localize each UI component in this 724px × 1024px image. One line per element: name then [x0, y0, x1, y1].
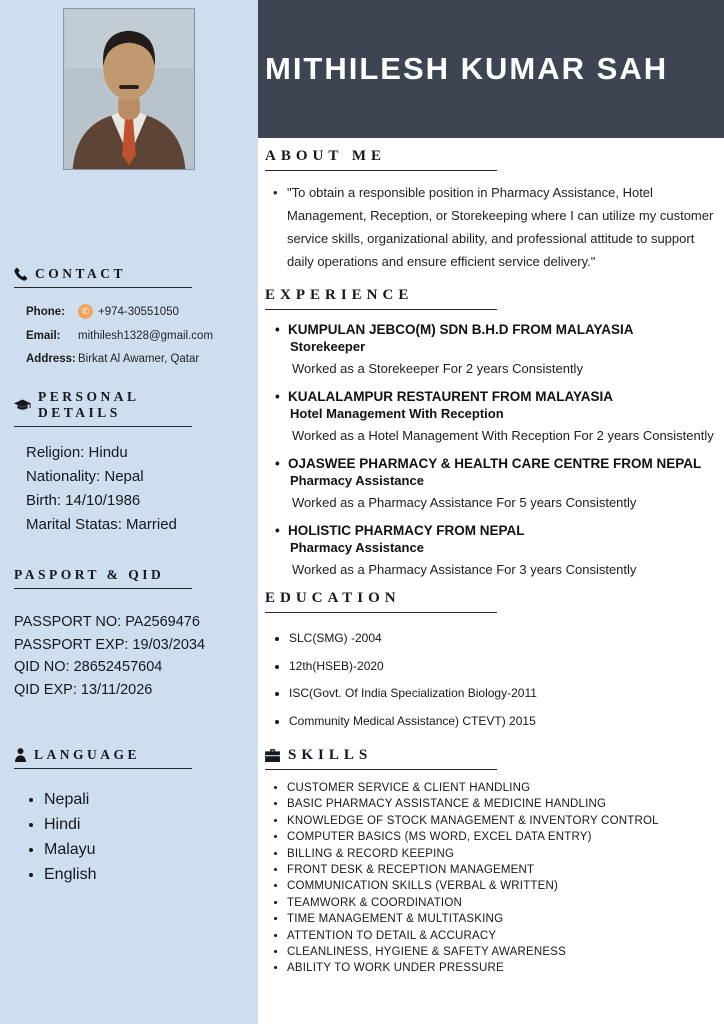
candidate-name: MITHILESH KUMAR SAH: [265, 51, 669, 86]
about-heading-label: ABOUT ME: [265, 148, 386, 164]
skill-item: • FRONT DESK & RECEPTION MANAGEMENT: [287, 862, 714, 878]
personal-details-heading-label: PERSONAL DETAILS: [38, 389, 139, 420]
skill-item: • ABILITY TO WORK UNDER PRESSURE: [287, 960, 714, 976]
language-heading-label: LANGUAGE: [34, 747, 141, 762]
experience-role: Storekeeper: [290, 339, 366, 354]
address-value: Birkat Al Awamer, Qatar: [78, 353, 200, 365]
graduation-cap-icon: [14, 399, 31, 412]
skill-item: • COMMUNICATION SKILLS (VERBAL & WRITTEN): [287, 878, 714, 894]
personal-details-list: [14, 441, 244, 537]
language-list: [14, 787, 244, 887]
contact-email-row: [26, 330, 244, 342]
experience-heading-label: EXPERIENCE: [265, 287, 414, 303]
experience-detail: Worked as a Pharmacy Assistance For 5 years Consistently: [292, 495, 637, 510]
contact-section: [14, 266, 244, 365]
profile-photo: [63, 8, 195, 170]
phone-value: +974-30551050: [98, 305, 179, 318]
email-value: mithilesh1328@gmail.com: [78, 330, 214, 342]
skill-item: • KNOWLEDGE OF STOCK MANAGEMENT & INVENTORY CONTROL: [287, 813, 714, 829]
language-section: [14, 747, 244, 887]
skills-list: [287, 780, 714, 977]
address-label: Address:: [26, 353, 76, 365]
education-item: • Community Medical Assistance) CTEVT) 2015: [289, 708, 714, 736]
personal-details-heading: [14, 389, 192, 427]
language-item: • English: [44, 862, 244, 887]
briefcase-icon: [265, 749, 280, 762]
personal-detail-item: Marital Statas: Married: [26, 516, 177, 533]
contact-phone-row: [26, 304, 244, 319]
personal-detail-item: Nationality: Nepal: [26, 468, 144, 485]
person-icon: [14, 748, 27, 762]
experience-entry: [273, 389, 714, 443]
phone-label: Phone:: [26, 305, 65, 318]
skill-item: • CLEANLINESS, HYGIENE & SAFETY AWARENESS: [287, 944, 714, 960]
education-heading-label: EDUCATION: [265, 590, 401, 606]
skill-item: • TIME MANAGEMENT & MULTITASKING: [287, 911, 714, 927]
experience-detail: Worked as a Storekeeper For 2 years Consistently: [292, 361, 583, 376]
skill-item: • BILLING & RECORD KEEPING: [287, 846, 714, 862]
experience-section: [265, 287, 714, 577]
experience-company: • OJASWEE PHARMACY & HEALTH CARE CENTRE FROM NEPAL: [273, 456, 714, 471]
skill-item: • COMPUTER BASICS (MS WORD, EXCEL DATA ENTRY): [287, 829, 714, 845]
passport-heading-label: PASPORT & QID: [14, 567, 165, 582]
passport-list: [14, 611, 244, 701]
passport-section: [14, 567, 244, 701]
education-item: • ISC(Govt. Of India Specialization Biology-2011: [289, 680, 714, 708]
experience-role: Pharmacy Assistance: [290, 473, 424, 488]
contact-address-row: [26, 353, 244, 365]
contact-heading: [14, 266, 192, 288]
language-item: • Hindi: [44, 812, 244, 837]
phone-icon: [14, 267, 28, 281]
experience-detail: Worked as a Pharmacy Assistance For 3 years Consistently: [292, 562, 637, 577]
experience-list: [273, 322, 714, 577]
main-content: [258, 138, 724, 977]
skills-heading: [265, 747, 497, 770]
name-header: [258, 0, 724, 138]
main-column: [258, 0, 724, 1024]
portrait-placeholder: [64, 9, 194, 169]
skill-item: • TEAMWORK & COORDINATION: [287, 895, 714, 911]
education-heading: [265, 590, 497, 613]
personal-details-section: [14, 389, 244, 537]
experience-entry: [273, 322, 714, 376]
experience-company: • HOLISTIC PHARMACY FROM NEPAL: [273, 523, 714, 538]
experience-role: Hotel Management With Reception: [290, 406, 504, 421]
experience-company: • KUALALAMPUR RESTAURENT FROM MALAYASIA: [273, 389, 714, 404]
education-item: • SLC(SMG) -2004: [289, 625, 714, 653]
language-item: • Nepali: [44, 787, 244, 812]
passport-item: PASSPORT NO: PA2569476: [14, 614, 200, 630]
about-section: [265, 148, 714, 273]
personal-detail-item: Religion: Hindu: [26, 444, 128, 461]
skill-item: • CUSTOMER SERVICE & CLIENT HANDLING: [287, 780, 714, 796]
passport-item: QID NO: 28652457604: [14, 659, 163, 675]
passport-item: PASSPORT EXP: 19/03/2034: [14, 636, 206, 653]
experience-company: • KUMPULAN JEBCO(M) SDN B.H.D FROM MALAYASIA: [273, 322, 714, 337]
education-list: [289, 625, 714, 735]
about-heading: [265, 148, 497, 171]
experience-detail: Worked as a Hotel Management With Reception For 2 years Consistently: [292, 428, 714, 443]
contact-heading-label: CONTACT: [35, 266, 127, 281]
email-label: Email:: [26, 330, 61, 342]
personal-detail-item: Birth: 14/10/1986: [26, 492, 141, 509]
experience-role: Pharmacy Assistance: [290, 540, 424, 555]
experience-entry: [273, 456, 714, 510]
experience-entry: [273, 523, 714, 577]
passport-heading: [14, 567, 192, 589]
contact-rows: [14, 304, 244, 365]
sidebar: [0, 0, 258, 1024]
passport-item: QID EXP: 13/11/2026: [14, 681, 153, 698]
language-item: • Malayu: [44, 837, 244, 862]
education-section: [265, 590, 714, 735]
skills-heading-label: SKILLS: [288, 747, 373, 763]
skill-item: • BASIC PHARMACY ASSISTANCE & MEDICINE HANDLING: [287, 796, 714, 812]
phone-badge-icon: ✆: [78, 304, 93, 319]
experience-heading: [265, 287, 497, 310]
language-heading: [14, 747, 192, 769]
about-text: • "To obtain a responsible position in Pharmacy Assistance, Hotel Management, Reception, or Storekeeping where I can utilize my customer service skills, organizational ability, and professional attitude to support daily operations and ensure efficient service delivery.": [273, 181, 714, 273]
skills-section: [265, 747, 714, 977]
skill-item: • ATTENTION TO DETAIL & ACCURACY: [287, 928, 714, 944]
education-item: • 12th(HSEB)-2020: [289, 653, 714, 681]
